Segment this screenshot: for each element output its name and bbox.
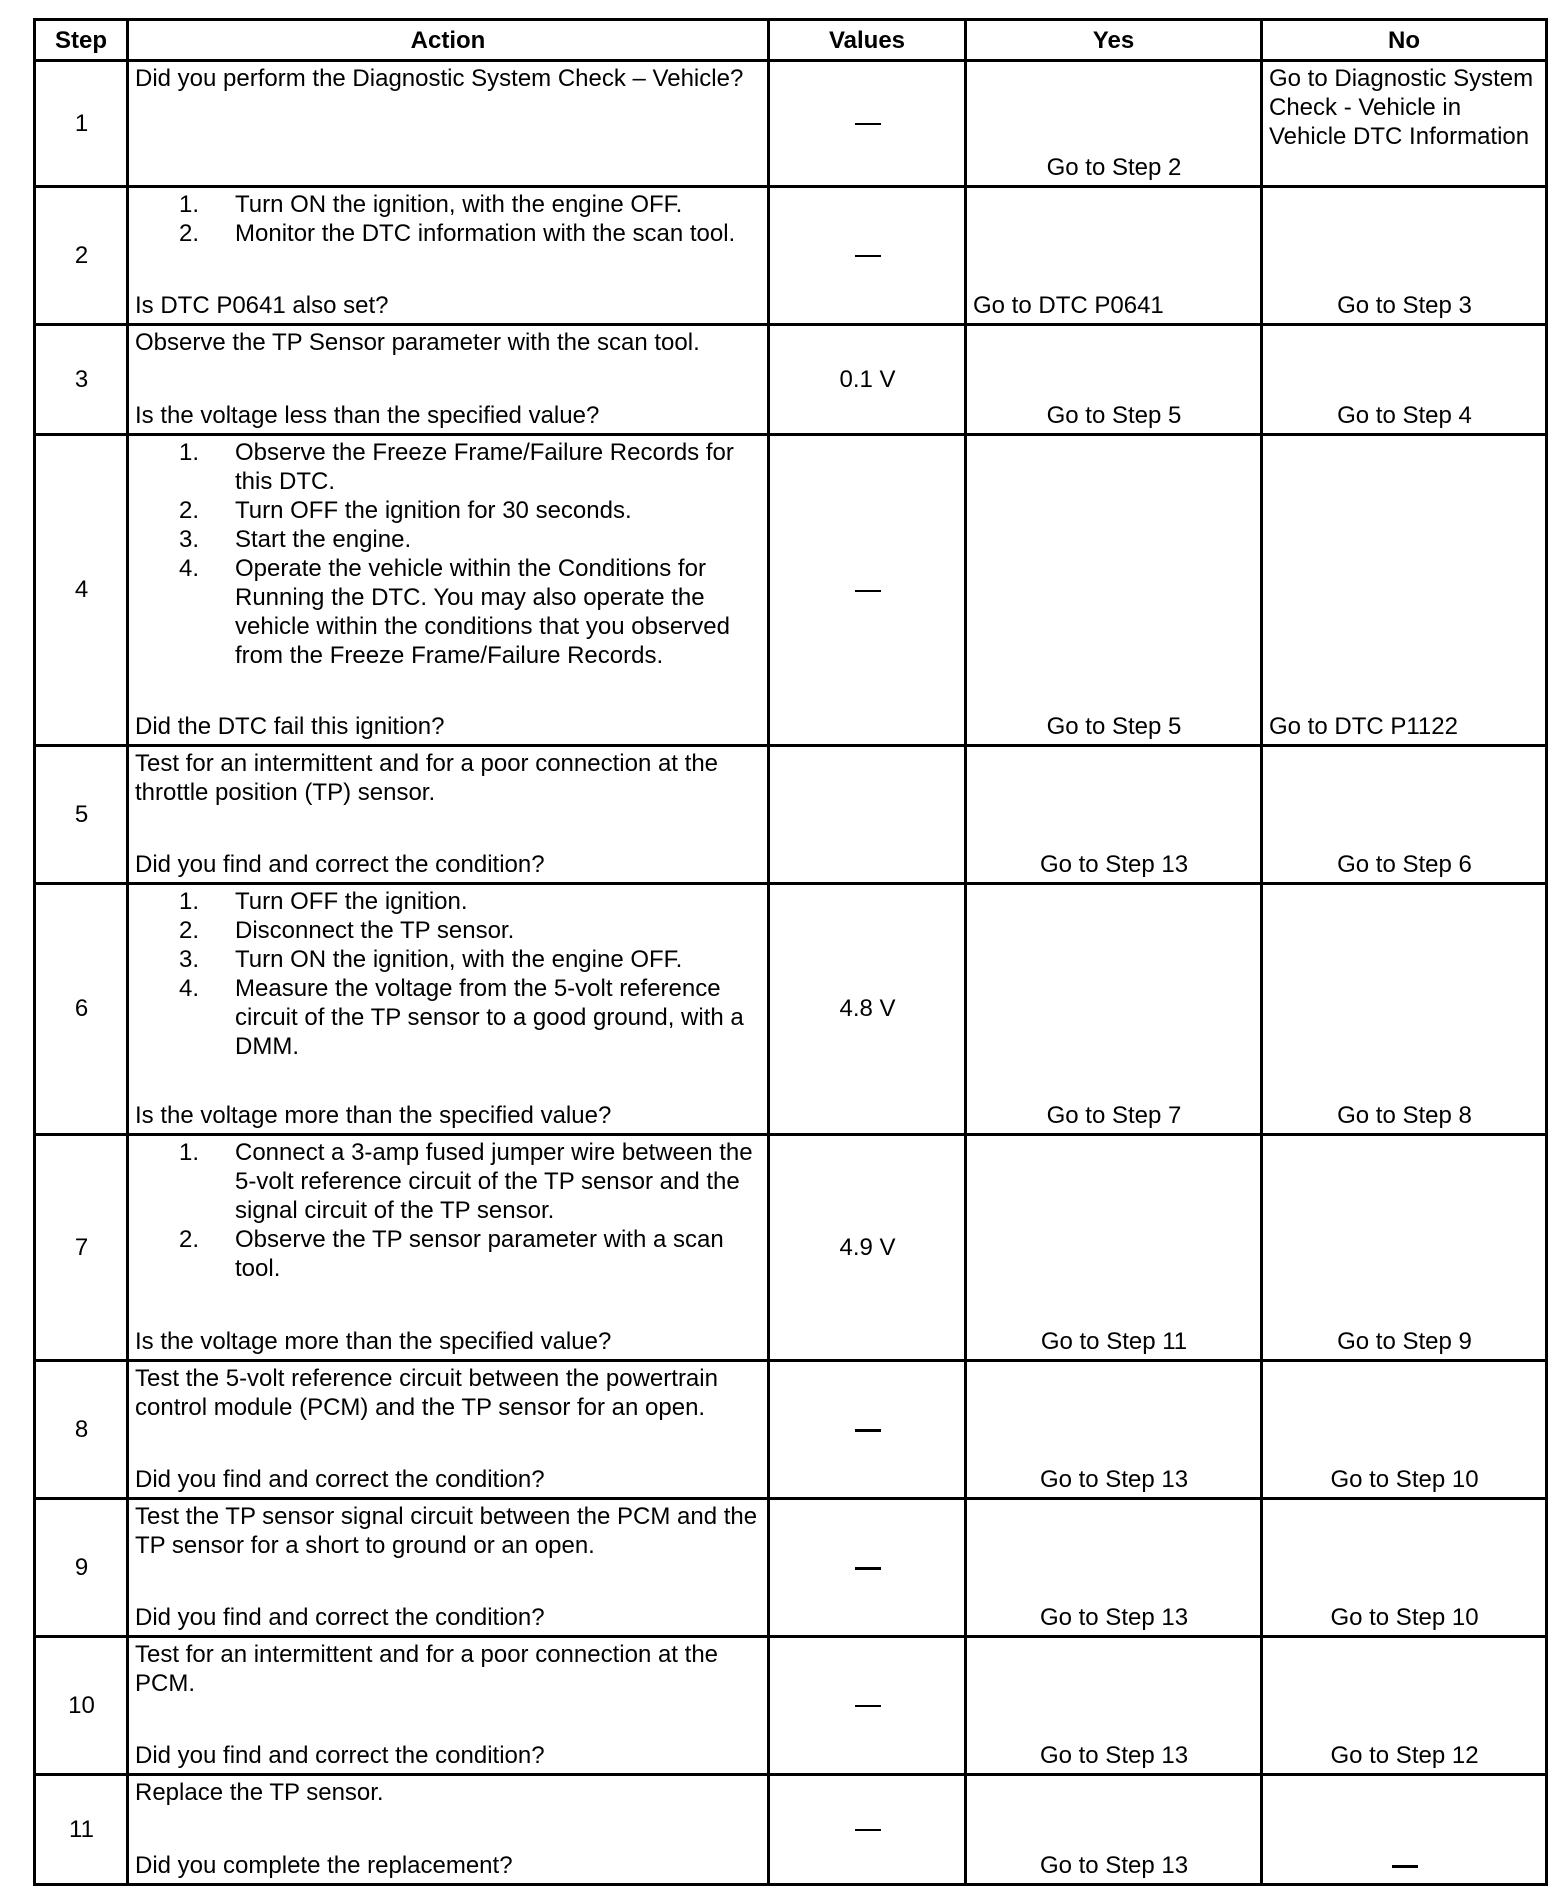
header-step: Step <box>35 20 128 61</box>
action-question: Did the DTC fail this ignition? <box>135 713 445 740</box>
yes-cell: Go to Step 13 <box>966 1637 1262 1775</box>
table-row <box>35 1361 1547 1499</box>
table-row <box>35 325 1547 435</box>
step-number: 5 <box>35 746 128 884</box>
step-number: 2 <box>35 187 128 325</box>
yes-cell: Go to DTC P0641 <box>966 187 1262 325</box>
action-step: Turn ON the ignition, with the engine OFF. <box>235 946 683 973</box>
no-cell: Go to Step 6 <box>1262 746 1547 884</box>
value-cell <box>769 1361 966 1499</box>
action-step: Measure the voltage from the 5-volt reference circuit of the TP sensor to a good ground, with a DMM. <box>235 975 744 1060</box>
action-question: Is the voltage more than the specified value? <box>135 1328 612 1355</box>
no-cell: Go to Step 4 <box>1262 325 1547 435</box>
step-number: 1 <box>35 61 128 187</box>
action-text: Test the TP sensor signal circuit between the PCM and the TP sensor for a short to ground or an open. <box>135 1503 758 1559</box>
value-cell <box>769 1637 966 1775</box>
no-cell: Go to Diagnostic System Check - Vehicle in Vehicle DTC Information <box>1262 61 1547 187</box>
table-row <box>35 1135 1547 1361</box>
value-cell <box>769 61 966 187</box>
step-number: 10 <box>35 1637 128 1775</box>
value-cell <box>769 746 966 884</box>
table-row <box>35 1499 1547 1637</box>
step-number: 6 <box>35 884 128 1135</box>
header-action: Action <box>128 20 769 61</box>
value-cell: 4.9 V <box>769 1135 966 1361</box>
action-text: Replace the TP sensor. <box>135 1779 384 1806</box>
action-steps <box>135 1138 762 1283</box>
step-number: 4 <box>35 435 128 746</box>
action-question: Did you find and correct the condition? <box>135 1466 545 1493</box>
no-cell: Go to Step 10 <box>1262 1499 1547 1637</box>
table-row <box>35 1775 1547 1885</box>
table-row <box>35 187 1547 325</box>
no-cell: Go to Step 8 <box>1262 884 1547 1135</box>
action-cell <box>128 187 769 325</box>
diagnostic-table <box>33 18 1548 1886</box>
action-steps <box>135 190 762 248</box>
action-step: Turn OFF the ignition. <box>235 888 468 915</box>
action-text: Test the 5-volt reference circuit between the powertrain control module (PCM) and the TP sensor for an open. <box>135 1365 718 1421</box>
action-question: Did you complete the replacement? <box>135 1852 513 1879</box>
no-cell: Go to Step 3 <box>1262 187 1547 325</box>
action-text: Test for an intermittent and for a poor connection at the throttle position (TP) sensor. <box>135 750 719 806</box>
no-cell: Go to Step 12 <box>1262 1637 1547 1775</box>
action-step: Observe the TP sensor parameter with a scan tool. <box>235 1226 724 1282</box>
value-cell <box>769 1775 966 1885</box>
header-no: No <box>1262 20 1547 61</box>
action-cell <box>128 1775 769 1885</box>
value-cell: 0.1 V <box>769 325 966 435</box>
value-cell <box>769 435 966 746</box>
action-cell <box>128 746 769 884</box>
action-question: Is DTC P0641 also set? <box>135 292 389 319</box>
action-step: Monitor the DTC information with the scan tool. <box>235 220 736 247</box>
header-yes: Yes <box>966 20 1262 61</box>
step-number: 8 <box>35 1361 128 1499</box>
action-question: Is the voltage more than the specified value? <box>135 1102 612 1129</box>
action-step: Start the engine. <box>235 526 412 553</box>
action-step: Observe the Freeze Frame/Failure Records for this DTC. <box>235 439 734 495</box>
action-step: Turn ON the ignition, with the engine OFF. <box>235 191 683 218</box>
no-cell: Go to Step 9 <box>1262 1135 1547 1361</box>
action-text: Did you perform the Diagnostic System Check – Vehicle? <box>135 65 744 92</box>
header-values: Values <box>769 20 966 61</box>
action-text: Test for an intermittent and for a poor connection at the PCM. <box>135 1641 719 1697</box>
step-number: 9 <box>35 1499 128 1637</box>
action-cell <box>128 1499 769 1637</box>
action-steps <box>135 887 762 1061</box>
table-row <box>35 435 1547 746</box>
yes-cell: Go to Step 13 <box>966 1361 1262 1499</box>
table-row <box>35 61 1547 187</box>
table-row <box>35 1637 1547 1775</box>
value-cell: 4.8 V <box>769 884 966 1135</box>
action-step: Operate the vehicle within the Conditions for Running the DTC. You may also operate the vehicle within the conditions that you observed from the Freeze Frame/Failure Records. <box>235 555 730 669</box>
action-steps <box>135 438 762 670</box>
action-question: Did you find and correct the condition? <box>135 1742 545 1769</box>
action-question: Is the voltage less than the specified value? <box>135 402 600 429</box>
value-cell <box>769 1499 966 1637</box>
no-cell <box>1262 1775 1547 1885</box>
yes-cell: Go to Step 7 <box>966 884 1262 1135</box>
action-step: Turn OFF the ignition for 30 seconds. <box>235 497 632 524</box>
action-step: Connect a 3-amp fused jumper wire between the 5-volt reference circuit of the TP sensor and the signal circuit of the TP sensor. <box>235 1139 753 1224</box>
yes-cell: Go to Step 5 <box>966 325 1262 435</box>
no-cell: Go to DTC P1122 <box>1262 435 1547 746</box>
action-step: Disconnect the TP sensor. <box>235 917 515 944</box>
yes-cell: Go to Step 11 <box>966 1135 1262 1361</box>
dash-mark <box>855 1429 881 1432</box>
dash-mark <box>855 123 881 125</box>
action-cell <box>128 1637 769 1775</box>
table-row <box>35 884 1547 1135</box>
dash-mark <box>855 590 881 592</box>
table-row <box>35 746 1547 884</box>
dash-mark <box>1392 1865 1418 1868</box>
dash-mark <box>855 1705 881 1707</box>
action-cell <box>128 884 769 1135</box>
action-cell <box>128 1135 769 1361</box>
no-cell: Go to Step 10 <box>1262 1361 1547 1499</box>
value-cell <box>769 187 966 325</box>
header-row <box>35 20 1547 61</box>
step-number: 11 <box>35 1775 128 1885</box>
dash-mark <box>855 1829 881 1831</box>
step-number: 3 <box>35 325 128 435</box>
action-cell <box>128 1361 769 1499</box>
dash-mark <box>855 255 881 257</box>
yes-cell: Go to Step 5 <box>966 435 1262 746</box>
action-question: Did you find and correct the condition? <box>135 851 545 878</box>
yes-cell: Go to Step 13 <box>966 1499 1262 1637</box>
action-cell <box>128 435 769 746</box>
yes-cell: Go to Step 13 <box>966 1775 1262 1885</box>
action-cell <box>128 61 769 187</box>
yes-cell: Go to Step 2 <box>966 61 1262 187</box>
action-question: Did you find and correct the condition? <box>135 1604 545 1631</box>
action-text: Observe the TP Sensor parameter with the scan tool. <box>135 329 700 356</box>
step-number: 7 <box>35 1135 128 1361</box>
action-cell <box>128 325 769 435</box>
yes-cell: Go to Step 13 <box>966 746 1262 884</box>
dash-mark <box>855 1567 881 1570</box>
